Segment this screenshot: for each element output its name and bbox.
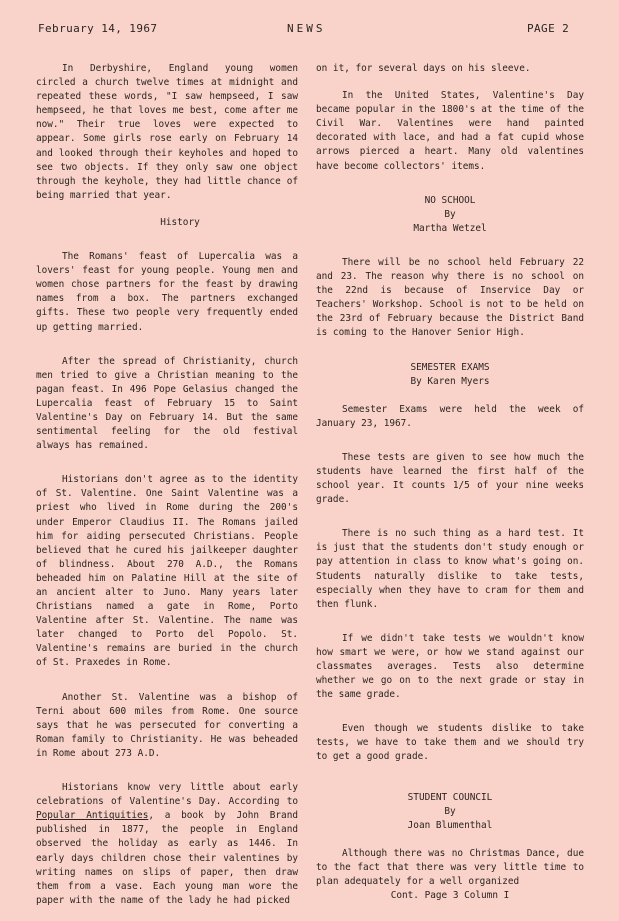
section-heading-history: History	[160, 216, 200, 228]
page-number: PAGE 2	[527, 22, 570, 35]
article-paragraph: on it, for several days on his sleeve.	[316, 63, 531, 74]
byline-author: Martha Wetzel	[413, 222, 487, 234]
article-paragraph: In Derbyshire, England young women circled a church twelve times at midnight and repeated these words, "I saw hempseed, I saw hempseed, he that loves me best, come after me now." Their true loves were expected to appear. Some girls rose early on February 14 and looked through their keyholes and hoped to see two objects. If they only saw one object through the keyhole, they had little chance of being married that year.	[36, 63, 298, 201]
article-paragraph: Although there was no Christmas Dance, due to the fact that there was very little time to plan adequately for a well organized	[316, 847, 584, 888]
byline-author: By Karen Myers	[410, 375, 490, 387]
byline-by: By	[444, 805, 456, 817]
right-column	[316, 62, 584, 903]
paragraph-text: , a book by John Brand published in 1877, the people in England observed the holiday as early as 1446. In early days children chose their valentines by writing names on slips of paper, then draw them from a vase. Each young man wore the paper with the name of the lady he had picked	[36, 810, 298, 906]
byline-author: Joan Blumenthal	[407, 819, 493, 831]
article-paragraph: These tests are given to see how much the students have learned the first half of the school year. It counts 1/5 of your nine weeks grade.	[316, 451, 584, 506]
article-paragraph: Another St. Valentine was a bishop of Terni about 600 miles from Rome. One source says that he was persecuted for converting a Roman family to Christianity. He was beheaded in Rome about 273 A.D.	[36, 691, 298, 759]
article-paragraph: Even though we students dislike to take tests, we have to take them and we should try to get a good grade.	[316, 723, 584, 763]
issue-date: February 14, 1967	[38, 22, 158, 35]
article-heading-no-school: NO SCHOOL	[424, 194, 476, 206]
continued-note: Cont. Page 3 Column I	[390, 890, 510, 902]
article-paragraph: After the spread of Christianity, church men tried to give a Christian meaning to the pagan feast. In 496 Pope Gelasius changed the Lupercalia feast of February 15 to Saint Valentine's Day on February 14. But the same sentimental feeling for the old festival always has remained.	[36, 355, 298, 452]
article-heading-student-council: STUDENT COUNCIL	[407, 791, 493, 803]
article-paragraph: Historians don't agree as to the identity of St. Valentine. One Saint Valentine was a priest who lived in Rome during the 200's under Emperor Claudius II. The Romans jailed him for aiding persecuted Christians. People believed that he cured his jailkeeper daughter of blindness. About 270 A.D., the Romans beheaded him on Palatine Hill at the site of an ancient alter to Juno. Many years later Christians named a gate in Rome, Porto Valentine after St. Valentine. The name was later changed to Porto del Popolo. St. Valentine's remains are buried in the church of St. Praxedes in Rome.	[36, 474, 298, 669]
article-heading-semester-exams: SEMESTER EXAMS	[410, 361, 490, 373]
book-title: Popular Antiquities	[36, 810, 149, 822]
newsletter-title: NEWS	[287, 22, 326, 35]
article-paragraph: In the United States, Valentine's Day became popular in the 1800's at the time of the Civil War. Valentines were hand painted decorated with lace, and had a fat cupid whose arrows pierced a heart. Many old valentines have become collectors' items.	[316, 90, 584, 172]
left-column	[36, 62, 298, 921]
article-paragraph: There is no such thing as a hard test. It is just that the students don't study enough or pay attention in class to know what's going on. Students naturally dislike to take tests, especially when they have to cram for them and then flunk.	[316, 528, 584, 610]
article-paragraph: If we didn't take tests we wouldn't know how smart we were, or how we stand against our classmates averages. Tests also determine whether we go on to the next grade or stay in the same grade.	[316, 632, 584, 701]
byline-by: By	[444, 208, 456, 220]
paragraph-text: Historians know very little about early celebrations of Valentine's Day. According to	[36, 782, 298, 808]
article-paragraph: There will be no school held February 22 and 23. The reason why there is no school on the 22nd is because of Inservice Day or Teachers' Workshop. School is not to be held on the 23rd of February because the District Band is coming to the Hanover Senior High.	[316, 256, 584, 339]
article-paragraph	[36, 781, 298, 908]
article-paragraph: The Romans' feast of Lupercalia was a lovers' feast for young people. Young men and women chose partners for the feast by drawing names from a box. The partners exchanged gifts. These two people very frequently ended up getting married.	[36, 251, 298, 333]
article-paragraph: Semester Exams were held the week of January 23, 1967.	[316, 403, 584, 429]
